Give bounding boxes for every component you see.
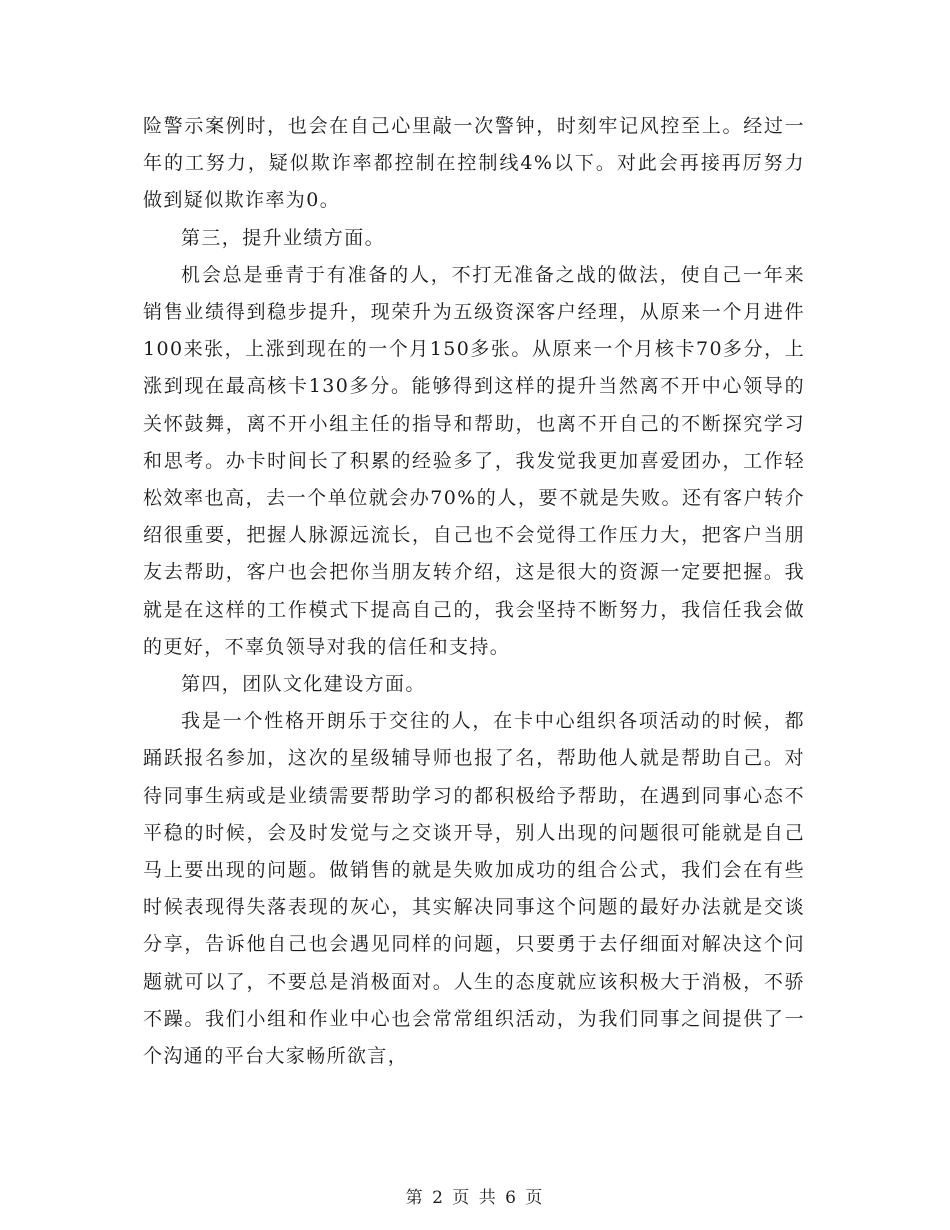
- paragraph-performance: 机会总是垂青于有准备的人，不打无准备之战的做法，使自己一年来销售业绩得到稳步提升，现荣升为五级资深客户经理，从原来一个月进件100来张，上涨到现在的一个月150多张。从原来一个月核卡70多分，上涨到现在最高核卡130多分。能够得到这样的提升当然离不开中心领导的关怀鼓舞，离不开小组主任的指导和帮助，也离不开自己的不断探究学习和思考。办卡时间长了积累的经验多了，我发觉我更加喜爱团办，工作轻松效率也高，去一个单位就会办70%的人，要不就是失败。还有客户转介绍很重要，把握人脉源远流长，自己也不会觉得工作压力大，把客户当朋友去帮助，客户也会把你当朋友转介绍，这是很大的资源一定要把握。我就是在这样的工作模式下提高自己的，我会坚持不断努力，我信任我会做的更好，不辜负领导对我的信任和支持。: [143, 263, 805, 658]
- page-number-footer: 第 2 页 共 6 页: [405, 1188, 545, 1208]
- heading-performance: 第三，提升业绩方面。: [181, 226, 386, 249]
- paragraph-risk-control: 险警示案例时，也会在自己心里敲一次警钟，时刻牢记风控至上。经过一年的工努力，疑似欺诈率都控制在控制线4%以下。对此会再接再厉努力做到疑似欺诈率为0。: [143, 115, 805, 212]
- document-body: [143, 108, 805, 1075]
- heading-team-culture: 第四，团队文化建设方面。: [181, 673, 426, 696]
- paragraph-team-culture: 我是一个性格开朗乐于交往的人，在卡中心组织各项活动的时候，都踊跃报名参加，这次的星级辅导师也报了名，帮助他人就是帮助自己。对待同事生病或是业绩需要帮助学习的都积极给予帮助，在遇到同事心态不平稳的时候，会及时发觉与之交谈开导，别人出现的问题很可能就是自己马上要出现的问题。做销售的就是失败加成功的组合公式，我们会在有些时候表现得失落表现的灰心，其实解决同事这个问题的最好办法就是交谈分享，告诉他自己也会遇见同样的问题，只要勇于去仔细面对解决这个问题就可以了，不要总是消极面对。人生的态度就应该积极大于消极，不骄不躁。我们小组和作业中心也会常常组织活动，为我们同事之间提供了一个沟通的平台大家畅所欲言，: [143, 710, 805, 1068]
